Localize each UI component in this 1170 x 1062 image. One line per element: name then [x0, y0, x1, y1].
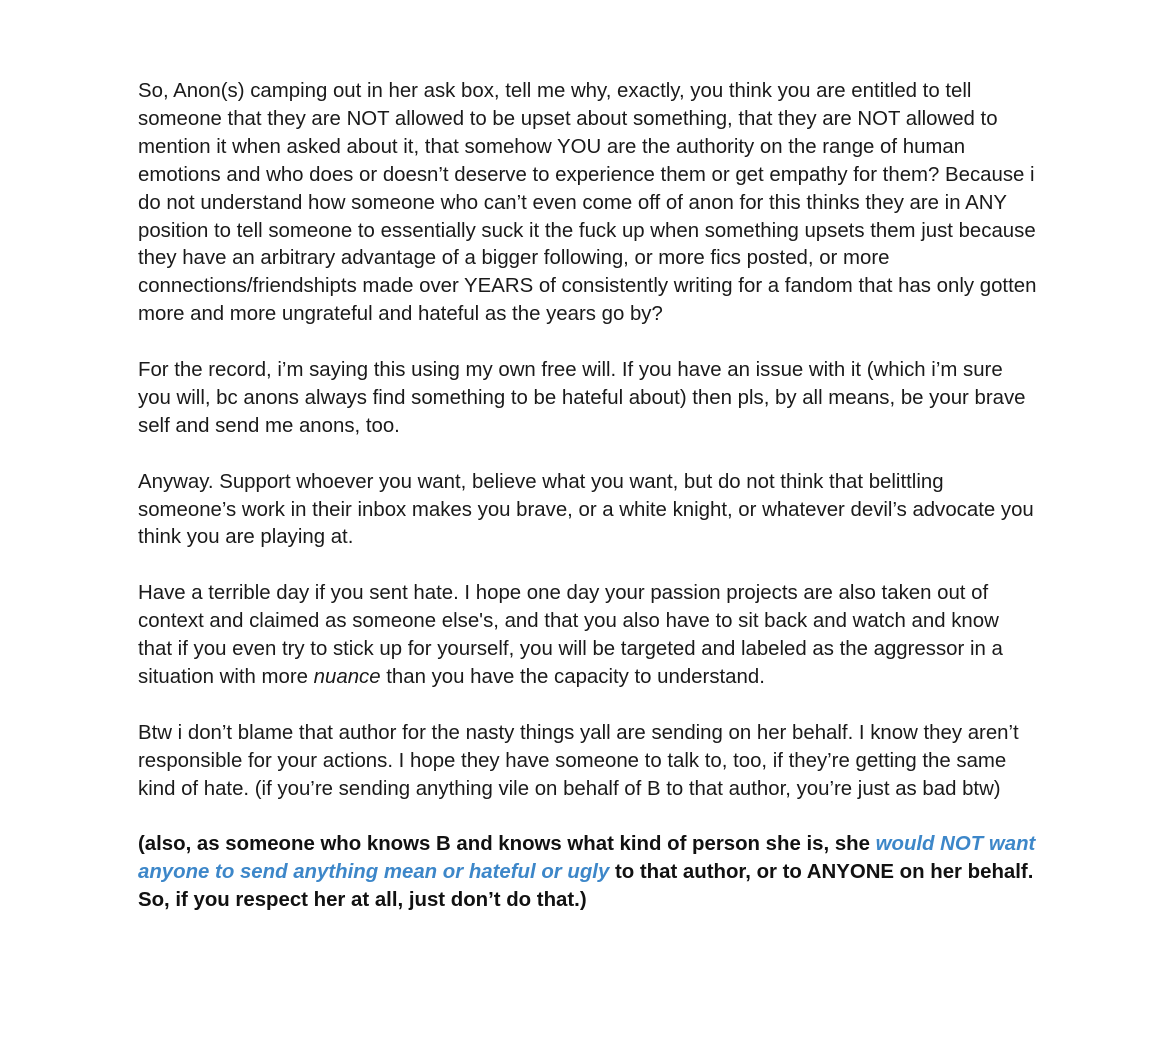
- paragraph-4-text-end: than you have the capacity to understand.: [380, 665, 765, 688]
- paragraph-3: Anyway. Support whoever you want, believe what you want, but do not think that belittling someone’s work in their inbox makes you brave, or a white knight, or whatever devil’s advocate you think you are playing at.: [138, 470, 1034, 549]
- paragraph-6-highlighted-text: would NOT want anyone to send anything mean or hateful or ugly: [138, 833, 1036, 884]
- paragraph-5: Btw i don’t blame that author for the nasty things yall are sending on her behalf. I know they aren’t responsible for your actions. I hope they have someone to talk to, too, if they’re getting the same kind of hate. (if you’re sending anything vile on behalf of B to that author, you’re just as bad btw): [138, 721, 1019, 800]
- paragraph-2: For the record, i’m saying this using my own free will. If you have an issue with it (which i’m sure you will, bc anons always find something to be hateful about) then pls, by all means, be your brave self and send me anons, too.: [138, 359, 1026, 437]
- paragraph-6-text-start: (also, as someone who knows B and knows what kind of person she is, she: [138, 833, 876, 856]
- paragraph-6-text-end: to that author, or to ANYONE on her behalf. So, if you respect her at all, just don’t do that.): [138, 861, 1034, 912]
- paragraph-6-bold-note: [138, 831, 1038, 915]
- paragraph-4-italic-word: nuance: [313, 665, 381, 688]
- document-body: [138, 78, 1038, 943]
- paragraph-4: [138, 580, 1038, 692]
- paragraph-1: So, Anon(s) camping out in her ask box, tell me why, exactly, you think you are entitled to tell someone that they are NOT allowed to be upset about something, that they are NOT allowed to mention it when asked about it, that somehow YOU are the authority on the range of human emotions and who does or doesn’t deserve to experience them or get empathy for them? Because i do not understand how someone who can’t even come off of anon for this thinks they are in ANY position to tell someone to essentially suck it the fuck up when something upsets them just because they have an arbitrary advantage of a bigger following, or more fics posted, or more connections/friendshipts made over YEARS of consistently writing for a fandom that has only gotten more and more ungrateful and hateful as the years go by?: [138, 80, 1037, 326]
- paragraph-4-text-start: Have a terrible day if you sent hate. I hope one day your passion projects are also taken out of context and claimed as someone else's, and that you also have to sit back and watch and know that if you even try to stick up for yourself, you will be targeted and labeled as the aggressor in a situation with more: [138, 582, 1003, 688]
